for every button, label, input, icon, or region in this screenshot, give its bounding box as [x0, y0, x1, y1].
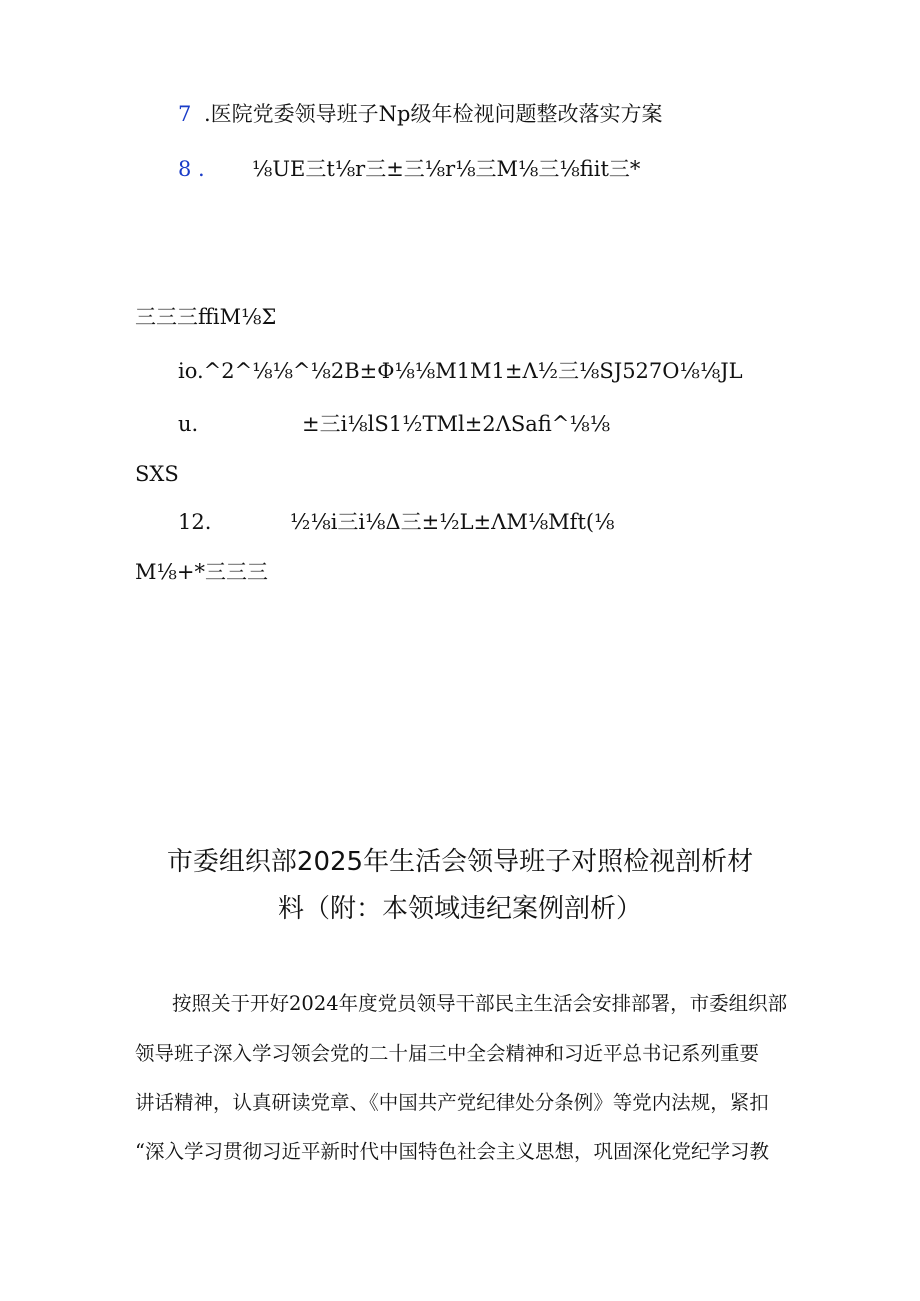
body-paragraph-line-4: “深入学习贯彻习近平新时代中国特色社会主义思想，巩固深化党纪学习教	[135, 1140, 769, 1163]
toc-item-8[interactable]	[178, 155, 640, 183]
toc-garbled-line-2: SXS	[135, 462, 179, 486]
toc-item-7-number: 7	[178, 102, 192, 126]
body-paragraph-line-3: 讲话精神，认真研读党章、《中国共产党纪律处分条例》等党内法规，紧扣	[135, 1091, 769, 1114]
toc-item-11-number: u.	[178, 412, 199, 436]
toc-item-7-text: .医院党委领导班子Np级年检视问题整改落实方案	[204, 102, 663, 126]
toc-item-12-number: 12.	[178, 510, 212, 534]
toc-item-8-number: 8 .	[178, 157, 205, 181]
toc-item-10[interactable]	[178, 357, 743, 385]
document-title-line-2: 料（附：本领域违纪案例剖析）	[277, 894, 642, 924]
toc-item-12-text: ½⅛i三i⅛Δ三±½L±ΛM⅛Mft(⅛	[290, 510, 615, 534]
body-paragraph-line-2: 领导班子深入学习领会党的二十届三中全会精神和习近平总书记系列重要	[135, 1042, 760, 1065]
toc-item-8-text: ⅛UE三t⅛r三±三⅛r⅛三M⅛三⅛fiit三*	[252, 157, 641, 181]
body-paragraph-line-1: 按照关于开好2024年度党员领导干部民主生活会安排部署，市委组织部	[172, 992, 788, 1015]
toc-garbled-line-1: 三三三ffiM⅛Σ	[135, 305, 277, 329]
toc-item-12[interactable]	[178, 508, 614, 536]
toc-garbled-line-3: M⅛+*三三三	[135, 560, 268, 584]
toc-item-10-text: ^2^⅛⅛^⅛2B±Φ⅛⅛M1M1±Λ½三⅛SJ527O⅛⅛JL	[203, 359, 743, 383]
toc-item-11-text: ±三i⅛lS1½TMl±2ΛSafi^⅛⅛	[302, 412, 611, 436]
toc-item-11[interactable]	[178, 410, 610, 438]
toc-item-10-number: io.	[178, 359, 204, 383]
document-title-line-1: 市委组织部2025年生活会领导班子对照检视剖析材	[166, 847, 754, 877]
toc-item-7[interactable]	[178, 100, 663, 128]
